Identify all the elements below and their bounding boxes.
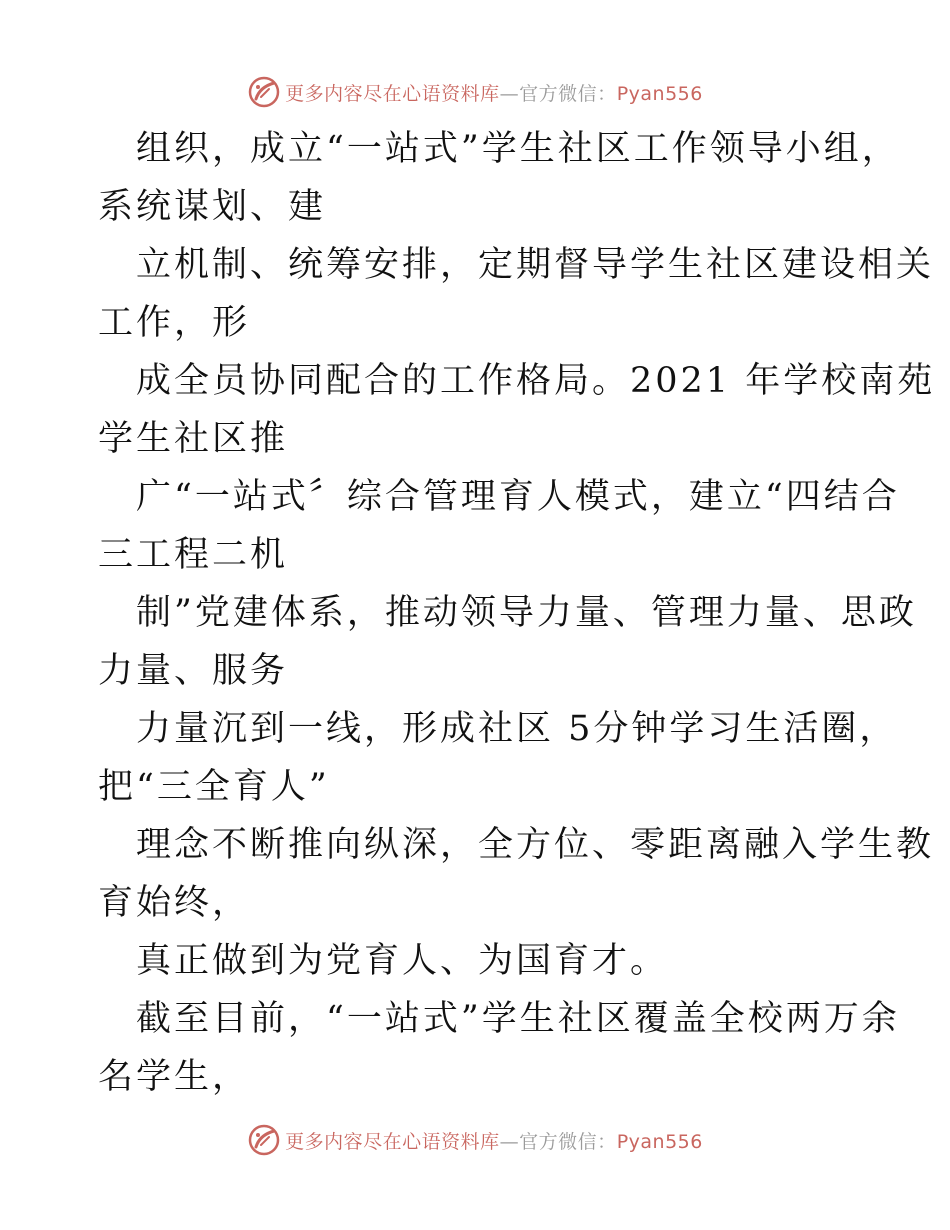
paragraph-5: [98, 584, 917, 700]
body-text: [98, 120, 936, 1106]
paragraph-line: 成全员协同配合的工作格局。2021 年学校南苑: [136, 361, 936, 401]
paragraph-line: 把“三全育人”: [98, 767, 330, 807]
paragraph-line: 学生社区推: [98, 419, 289, 459]
brand-logo-icon: [247, 75, 281, 109]
paragraph-4: [98, 468, 900, 584]
paragraph-line: 理念不断推向纵深，全方位、零距离融入学生教: [136, 825, 935, 865]
watermark-separator: —: [499, 82, 520, 105]
watermark-wechat-id: Pyan556: [616, 82, 703, 105]
paragraph-line: 育始终，: [98, 883, 251, 923]
paragraph-line: 截至目前，“一站式”学生社区覆盖全校两万余: [136, 999, 900, 1039]
paragraph-line: 真正做到为党育人、为国育才。: [136, 941, 669, 981]
paragraph-7: [98, 816, 935, 932]
watermark-main: 更多内容尽在心语资料库: [285, 1130, 500, 1153]
watermark-text: [285, 1127, 703, 1154]
watermark-main: 更多内容尽在心语资料库: [285, 82, 500, 105]
paragraph-9: [98, 990, 900, 1106]
paragraph-line: 系统谋划、建: [98, 187, 327, 227]
watermark-wechat-id: Pyan556: [616, 1130, 703, 1153]
paragraph-line: 广“一站式〞综合管理育人模式，建立“四结合: [136, 477, 900, 517]
brand-logo-icon: [247, 1123, 281, 1157]
watermark-label: 官方微信：: [519, 1130, 617, 1153]
header-watermark: [0, 72, 950, 112]
paragraph-line: 工作，形: [98, 303, 251, 343]
paragraph-line: 组织，成立“一站式”学生社区工作领导小组，: [136, 129, 900, 169]
paragraph-line: 名学生，: [98, 1057, 251, 1097]
paragraph-2: [98, 236, 935, 352]
paragraph-line: 三工程二机: [98, 535, 289, 575]
paragraph-line: 立机制、统筹安排，定期督导学生社区建设相关: [136, 245, 935, 285]
paragraph-line: 制”党建体系，推动领导力量、管理力量、思政: [136, 593, 917, 633]
paragraph-8: [98, 932, 858, 990]
paragraph-line: 力量、服务: [98, 651, 289, 691]
watermark-label: 官方微信：: [519, 82, 617, 105]
watermark-text: [285, 79, 703, 106]
watermark-separator: —: [499, 1130, 520, 1153]
paragraph-1: [98, 120, 900, 236]
paragraph-3: [98, 352, 936, 468]
paragraph-line: 力量沉到一线，形成社区 5分钟学习生活圈，: [136, 709, 898, 749]
footer-watermark: [0, 1120, 950, 1160]
paragraph-6: [98, 700, 898, 816]
